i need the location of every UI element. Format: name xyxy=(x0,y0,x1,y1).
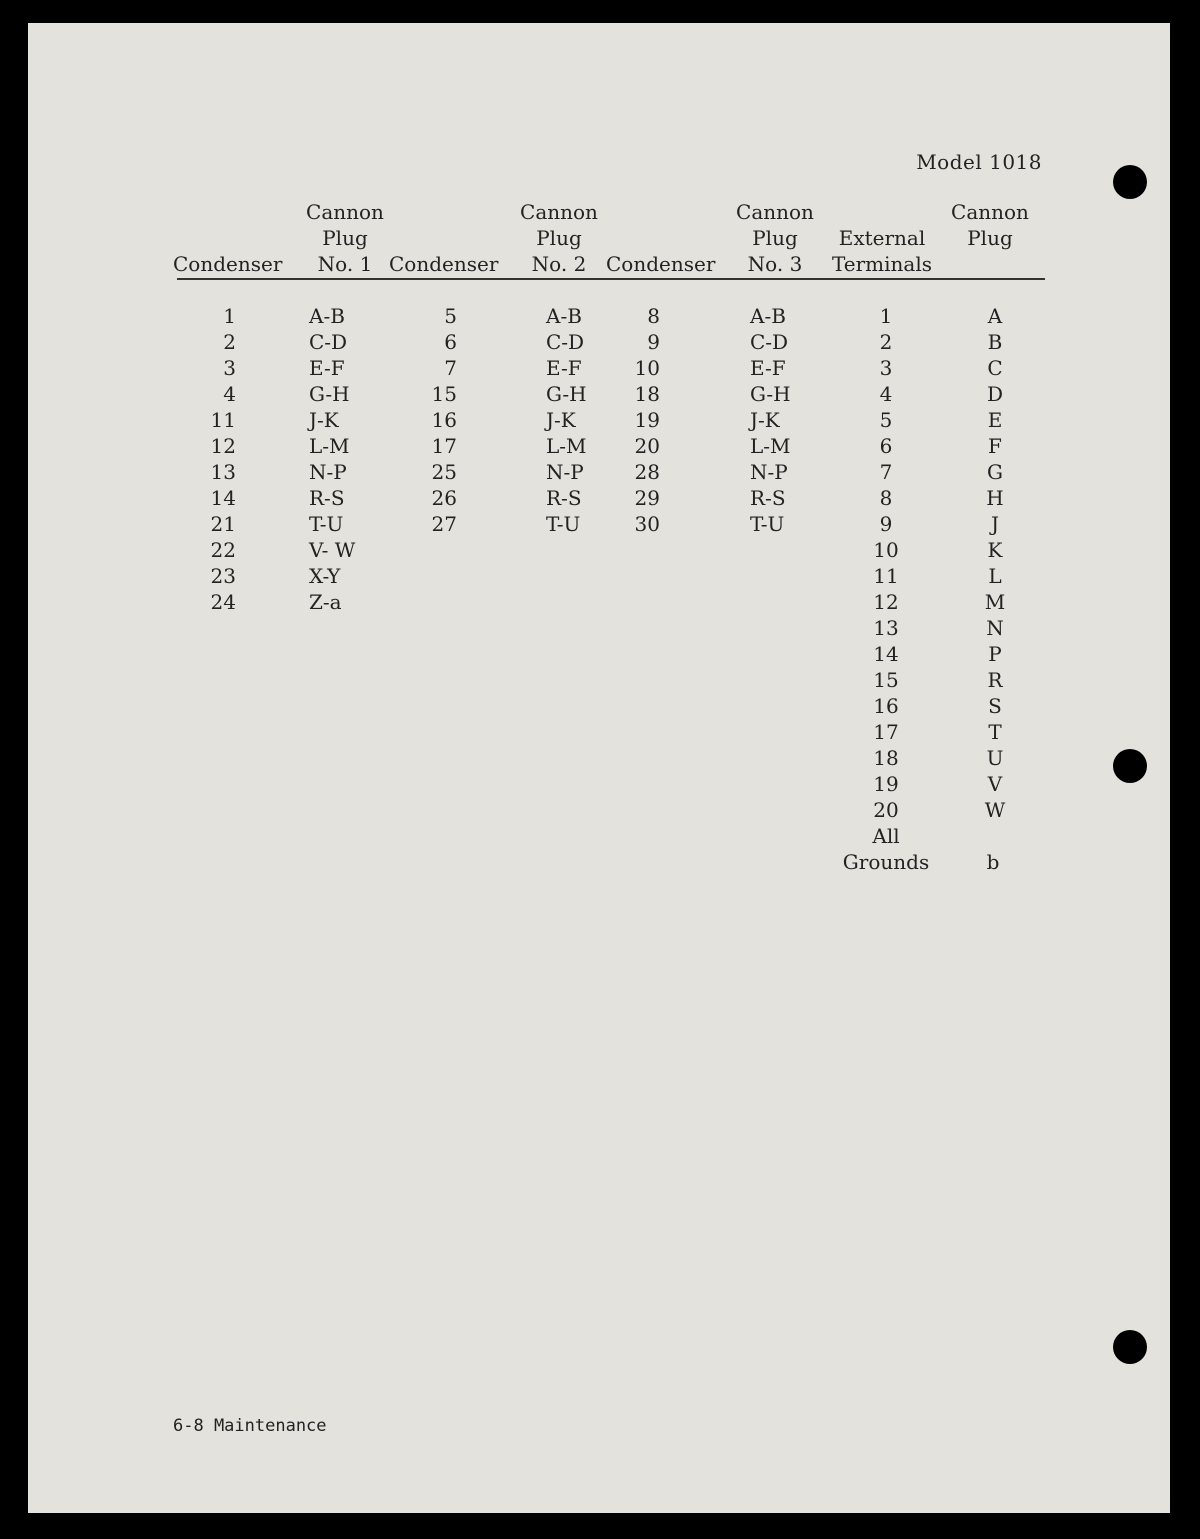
header-condenser-1: Condenser xyxy=(173,252,283,276)
plug-pin-pair: C-D xyxy=(750,330,789,354)
header-condenser-3: Condenser xyxy=(606,252,716,276)
external-terminal-number: 13 xyxy=(873,616,899,640)
condenser-number: 20 xyxy=(634,434,660,458)
external-terminal-number: 6 xyxy=(879,434,893,458)
condenser-number: 27 xyxy=(431,512,457,536)
header-cannon-plug-2: Cannon Plug No. 2 xyxy=(520,200,598,276)
header-cannon-plug-1: Cannon Plug No. 1 xyxy=(306,200,384,276)
external-terminal-number: 20 xyxy=(873,798,899,822)
condenser-number: 29 xyxy=(634,486,660,510)
condenser-number: 16 xyxy=(431,408,457,432)
all-grounds-label: All xyxy=(872,824,900,848)
header-cannon-plug-4: Cannon Plug xyxy=(951,200,1029,250)
plug-pin: D xyxy=(986,382,1004,406)
external-terminal-number: 16 xyxy=(873,694,899,718)
plug-pin-pair: E-F xyxy=(546,356,582,380)
condenser-number: 8 xyxy=(647,304,660,328)
plug-pin-pair: A-B xyxy=(546,304,582,328)
plug-pin: B xyxy=(987,330,1003,354)
condenser-number: 7 xyxy=(444,356,457,380)
plug-pin: T xyxy=(988,720,1002,744)
condenser-number: 28 xyxy=(634,460,660,484)
plug-pin: F xyxy=(988,434,1002,458)
plug-pin-pair: R-S xyxy=(309,486,345,510)
header-condenser-2: Condenser xyxy=(389,252,499,276)
plug-pin-pair: L-M xyxy=(309,434,350,458)
condenser-number: 2 xyxy=(223,330,236,354)
plug-pin-pair: Z-a xyxy=(309,590,342,614)
grounds-plug-pin: b xyxy=(986,850,1000,874)
condenser-number: 30 xyxy=(634,512,660,536)
external-terminal-number: 15 xyxy=(873,668,899,692)
external-terminal-number: 9 xyxy=(879,512,893,536)
plug-pin: S xyxy=(988,694,1002,718)
plug-pin-pair: E-F xyxy=(309,356,345,380)
plug-pin: V xyxy=(987,772,1003,796)
condenser-number: 6 xyxy=(444,330,457,354)
plug-pin-pair: A-B xyxy=(309,304,345,328)
condenser-number: 24 xyxy=(210,590,236,614)
plug-pin-pair: R-S xyxy=(750,486,786,510)
external-terminal-number: 5 xyxy=(879,408,893,432)
plug-pin-pair: G-H xyxy=(309,382,350,406)
plug-pin-pair: T-U xyxy=(546,512,581,536)
plug-pin: K xyxy=(987,538,1003,562)
punch-hole xyxy=(1113,1330,1147,1364)
external-terminal-number: 7 xyxy=(879,460,893,484)
external-terminal-number: 1 xyxy=(879,304,893,328)
plug-pin-pair: L-M xyxy=(750,434,791,458)
plug-pin-pair: T-U xyxy=(750,512,785,536)
plug-pin: J xyxy=(990,512,1000,536)
header-cannon-plug-3: Cannon Plug No. 3 xyxy=(736,200,814,276)
external-terminal-number: 17 xyxy=(873,720,899,744)
plug-pin-pair: C-D xyxy=(546,330,585,354)
plug-pin: G xyxy=(987,460,1003,484)
external-terminal-number: 2 xyxy=(879,330,893,354)
plug-pin-pair: N-P xyxy=(546,460,584,484)
condenser-number: 12 xyxy=(210,434,236,458)
condenser-number: 14 xyxy=(210,486,236,510)
plug-pin: P xyxy=(988,642,1002,666)
external-terminal-number: 18 xyxy=(873,746,899,770)
external-terminal-number: 3 xyxy=(879,356,893,380)
header-rule xyxy=(177,278,1045,280)
condenser-number: 23 xyxy=(210,564,236,588)
plug-pin: M xyxy=(984,590,1006,614)
external-terminal-number: 11 xyxy=(873,564,899,588)
plug-pin: E xyxy=(987,408,1003,432)
condenser-number: 9 xyxy=(647,330,660,354)
condenser-number: 10 xyxy=(634,356,660,380)
plug-pin: N xyxy=(986,616,1004,640)
condenser-number: 17 xyxy=(431,434,457,458)
plug-pin-pair: N-P xyxy=(750,460,788,484)
punch-hole xyxy=(1113,749,1147,783)
external-terminal-number: 8 xyxy=(879,486,893,510)
plug-pin-pair: A-B xyxy=(750,304,786,328)
page-footer: 6-8 Maintenance xyxy=(173,1416,327,1436)
external-terminal-number: 12 xyxy=(873,590,899,614)
condenser-number: 19 xyxy=(634,408,660,432)
plug-pin-pair: X-Y xyxy=(309,564,341,588)
condenser-number: 21 xyxy=(210,512,236,536)
plug-pin: C xyxy=(987,356,1003,380)
condenser-number: 3 xyxy=(223,356,236,380)
condenser-number: 4 xyxy=(223,382,236,406)
plug-pin: L xyxy=(988,564,1002,588)
plug-pin-pair: J-K xyxy=(750,408,780,432)
condenser-number: 22 xyxy=(210,538,236,562)
plug-pin: A xyxy=(987,304,1003,328)
condenser-number: 11 xyxy=(210,408,236,432)
plug-pin: H xyxy=(986,486,1004,510)
condenser-number: 13 xyxy=(210,460,236,484)
external-terminal-number: 4 xyxy=(879,382,893,406)
punch-hole xyxy=(1113,165,1147,199)
plug-pin-pair: J-K xyxy=(309,408,339,432)
all-grounds-label: Grounds xyxy=(842,850,930,874)
external-terminal-number: 19 xyxy=(873,772,899,796)
plug-pin: R xyxy=(987,668,1003,692)
plug-pin-pair: T-U xyxy=(309,512,344,536)
plug-pin-pair: E-F xyxy=(750,356,786,380)
condenser-number: 5 xyxy=(444,304,457,328)
plug-pin-pair: J-K xyxy=(546,408,576,432)
external-terminal-number: 14 xyxy=(873,642,899,666)
plug-pin-pair: V- W xyxy=(309,538,356,562)
condenser-number: 25 xyxy=(431,460,457,484)
condenser-number: 18 xyxy=(634,382,660,406)
plug-pin: U xyxy=(986,746,1004,770)
plug-pin-pair: L-M xyxy=(546,434,587,458)
header-external-terminals: External Terminals xyxy=(831,226,932,276)
condenser-number: 1 xyxy=(223,304,236,328)
plug-pin-pair: N-P xyxy=(309,460,347,484)
plug-pin-pair: C-D xyxy=(309,330,348,354)
plug-pin-pair: G-H xyxy=(750,382,791,406)
plug-pin-pair: G-H xyxy=(546,382,587,406)
plug-pin-pair: R-S xyxy=(546,486,582,510)
plug-pin: W xyxy=(984,798,1006,822)
external-terminal-number: 10 xyxy=(873,538,899,562)
condenser-number: 15 xyxy=(431,382,457,406)
model-label: Model 1018 xyxy=(916,150,1042,174)
condenser-number: 26 xyxy=(431,486,457,510)
